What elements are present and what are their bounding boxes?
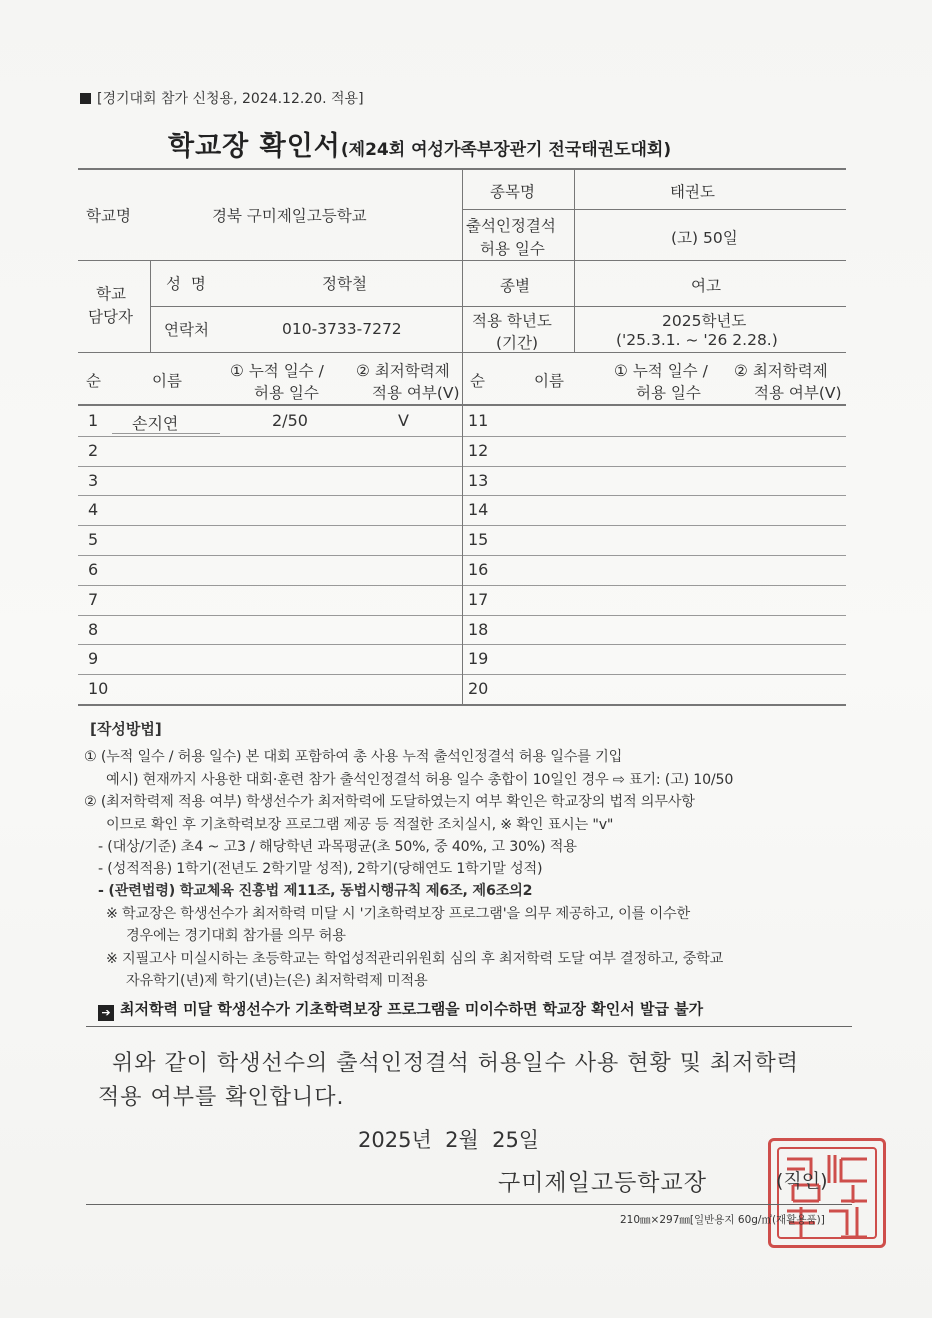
method-line-5: - (대상/기준) 초4 ~ 고3 / 해당학년 과목평균(초 50%, 중 40%, 고 30%) 적용: [98, 839, 577, 855]
row-number-right: 12: [468, 440, 489, 460]
seal-label: (직인): [776, 1170, 828, 1192]
header-note: [80, 88, 364, 108]
row-number: 10: [88, 679, 109, 699]
table-rule: [462, 209, 846, 210]
row-number: 7: [88, 589, 99, 609]
method-line-3: ② (최저학력제 적용 여부) 학생선수가 최저학력에 도달하였는지 여부 확인은 학교장의 법적 의무사항: [84, 794, 695, 810]
table-rule: [462, 352, 463, 704]
row-number: 3: [88, 470, 99, 490]
school-value: 경북 구미제일고등학교: [212, 207, 367, 225]
method-title: [작성방법]: [90, 720, 162, 738]
name-label: 성 명: [166, 275, 206, 293]
document-title: [168, 124, 671, 163]
row-number: 8: [88, 619, 99, 639]
col-check-header-right-2: 적용 여부(V): [754, 384, 842, 402]
name-value: 정학철: [322, 275, 367, 293]
col-days-header-right-2: 허용 일수: [636, 384, 701, 402]
col-no-header: 순: [86, 372, 101, 390]
row-number-right: 20: [468, 679, 489, 699]
row-days: 2/50: [272, 411, 308, 430]
final-note-text: 최저학력 미달 학생선수가 기초학력보장 프로그램을 미이수하면 학교장 확인서 발급 불가: [120, 1000, 704, 1018]
header-note-text: [경기대회 참가 신청용, 2024.12.20. 적용]: [97, 91, 364, 107]
method-line-11: 자유학기(년)제 학기(년)는(은) 최저학력제 미적용: [126, 973, 428, 989]
school-label: 학교명: [86, 207, 131, 225]
year-value-1: 2025학년도: [662, 312, 747, 330]
row-number: 5: [88, 530, 99, 550]
confirm-line-1: 위와 같이 학생선수의 출석인정결석 허용일수 사용 현황 및 최저학력: [112, 1051, 800, 1076]
event-label: 종목명: [490, 183, 535, 201]
table-rule: [574, 168, 575, 352]
square-bullet-icon: [80, 93, 91, 104]
title-main: 학교장 확인서: [168, 131, 341, 162]
gender-value: 여고: [691, 277, 721, 295]
col-days-header-2: 허용 일수: [254, 384, 319, 402]
row-number: 2: [88, 440, 99, 460]
row-check: V: [398, 411, 409, 430]
row-number-right: 15: [468, 530, 489, 550]
method-line-8: ※ 학교장은 학생선수가 최저학력 미달 시 '기초학력보장 프로그램'을 의무 제공하고, 이를 이수한: [106, 906, 691, 922]
col-name-header: 이름: [152, 372, 182, 390]
col-check-header-1: ② 최저학력제: [356, 362, 450, 380]
method-line-9: 경우에는 경기대회 참가를 의무 허용: [126, 928, 346, 944]
row-number-right: 11: [468, 411, 489, 430]
allow-label-1: 출석인정결석: [466, 217, 556, 235]
table-rule: [112, 433, 220, 434]
row-number: 1: [88, 411, 99, 430]
col-days-header-1: ① 누적 일수 /: [230, 362, 324, 380]
gender-label: 종별: [500, 277, 530, 295]
row-number-right: 16: [468, 560, 489, 579]
row-number-right: 17: [468, 589, 489, 609]
method-line-2: 예시) 현재까지 사용한 대회·훈련 참가 출석인정결석 허용 일수 총합이 10일인 경우 ⇨ 표기: (고) 10/50: [106, 772, 734, 788]
footer-rule: [86, 1204, 852, 1205]
method-line-7: - (관련법령) 학교체육 진흥법 제11조, 동법시행규칙 제6조, 제6조의2: [98, 883, 533, 899]
table-rule: [86, 1026, 852, 1027]
final-note: [98, 998, 703, 1021]
seal-glyphs: [771, 1141, 883, 1245]
year-label-1: 적용 학년도: [472, 312, 552, 330]
row-number-right: 19: [468, 649, 489, 669]
event-value: 태권도: [670, 183, 715, 201]
manager-label-2: 담당자: [88, 308, 133, 326]
row-number-right: 18: [468, 619, 489, 639]
col-no-header-right: 순: [470, 372, 485, 390]
confirm-line-2: 적용 여부를 확인합니다.: [98, 1085, 345, 1110]
table-rule: [78, 704, 846, 706]
row-number: 9: [88, 649, 99, 669]
row-number: 4: [88, 500, 99, 520]
manager-label-1: 학교: [96, 285, 126, 303]
method-line-4: 이므로 확인 후 기초학력보장 프로그램 제공 등 적절한 조치실시, ※ 확인 표시는 "v": [106, 817, 614, 833]
row-number: 6: [88, 560, 99, 579]
paper-spec: 210㎜×297㎜[일반용지 60g/㎡(재활용품)]: [620, 1214, 825, 1226]
issue-date: 2025년 2월 25일: [358, 1128, 540, 1152]
title-sub: (제24회 여성가족부장관기 전국태권도대회): [340, 140, 672, 160]
contact-value: 010-3733-7272: [282, 320, 402, 338]
table-rule: [150, 306, 846, 307]
col-check-header-2: 적용 여부(V): [372, 384, 460, 402]
col-name-header-right: 이름: [534, 372, 564, 390]
method-line-10: ※ 지필고사 미실시하는 초등학교는 학업성적관리위원회 심의 후 최저학력 도달 여부 결정하고, 중학교: [106, 951, 724, 967]
table-rule: [150, 260, 151, 352]
row-number-right: 13: [468, 470, 489, 490]
col-days-header-right-1: ① 누적 일수 /: [614, 362, 708, 380]
year-label-2: (기간): [496, 334, 539, 352]
method-line-6: - (성적적용) 1학기(전년도 2학기말 성적), 2학기(당해연도 1학기말 성적): [98, 861, 543, 877]
col-check-header-right-1: ② 최저학력제: [734, 362, 828, 380]
principal-name: 구미제일고등학교장: [498, 1170, 707, 1196]
year-value-2: ('25.3.1. ~ '26 2.28.): [616, 331, 778, 349]
method-line-1: ① (누적 일수 / 허용 일수) 본 대회 포함하여 총 사용 누적 출석인정결석 허용 일수를 기입: [84, 749, 623, 765]
allow-label-2: 허용 일수: [480, 240, 545, 258]
arrow-box-icon: ➔: [98, 1005, 114, 1021]
table-rule: [462, 168, 463, 352]
row-student-name: 손지연: [132, 414, 179, 433]
row-number-right: 14: [468, 500, 489, 520]
official-seal: [768, 1138, 886, 1248]
allow-value: (고) 50일: [671, 229, 738, 247]
contact-label: 연락처: [164, 321, 209, 339]
